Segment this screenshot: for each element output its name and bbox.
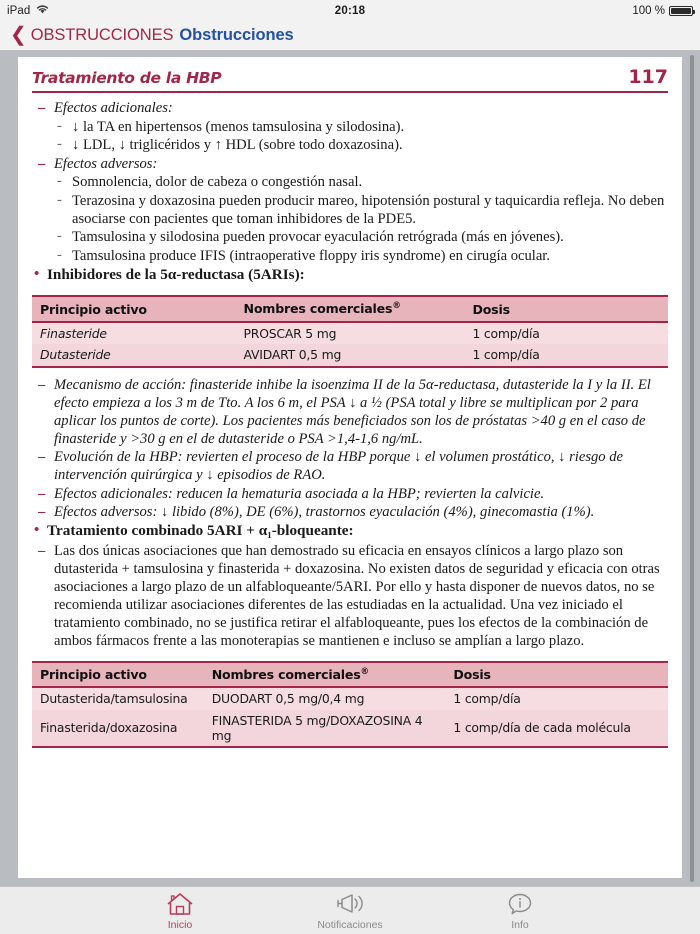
tab-notificaciones[interactable] [298,891,402,931]
list-item: – Las dos únicas asociaciones que han demostrado su eficacia en ensayos clínicos a largo plazo son dutasterida + tamsulosina y finasterida + doxazosina. No existen datos de seguridad y eficacia con otras asociaciones a largo plazo de un alfabloqueante/5ARI. Por ello y hasta disponer de nuevos datos, no se recomienda utilizar asociaciones diferentes de las estudiadas en la actualidad. Una vez iniciado el tratamiento combinado, no se justifica retirar el alfabloqueante, pues los efectos de la combinación de ambos fármacos frente a las monoterapias se mantienen e incluso se amplían a largo plazo. [32,542,668,650]
table-5ari [32,295,668,367]
page-header [32,66,668,93]
cell-principio: Dutasterida/tamsulosina [32,687,204,709]
column-header-dosis: Dosis [445,662,668,688]
list-item [32,376,668,448]
column-header-nombres: Nombres comerciales® [204,662,446,688]
navigation-bar [0,21,700,51]
vertical-scrollbar[interactable] [690,55,694,882]
cell-nombre: FINASTERIDA 5 mg/DOXAZOSINA 4 mg [204,710,446,748]
table-header-row [32,296,668,322]
heading-inhibidores-5ari: • Inhibidores de la 5α-reductasa (5ARIs): [32,266,668,285]
cell-dosis: 1 comp/día de cada molécula [445,710,668,748]
cell-principio: Dutasteride [32,344,236,366]
mecanismo-text: Mecanismo de acción: finasteride inhibe la isoenzima II de la 5α-reductasa, dutasteride la I y la II. El efecto empieza a los 3 m de Tto. A los 6 m, el PSA ↓ a ½ (PSA total y libre se multiplican por 2 para aplicar los puntos de corte). Los pacientes más beneficiados son los de próstatas >40 g en el caso de finasteride y >30 g en el de dutasteride o PSA >1,4-1,6 ng/mL. [54,376,651,447]
tab-label: Inicio [167,918,193,931]
list-item: - Somnolencia, dolor de cabeza o congestión nasal. [32,173,668,191]
chevron-left-icon: ❮ [10,23,27,46]
list-efectos-alfabloqueantes [32,99,668,284]
table-header-row [32,662,668,688]
list-item: - Terazosina y doxazosina pueden producir mareo, hipotensión postural y taquicardia refleja. No deben asociarse con pacientes que toman inhibidores de la PDE5. [32,192,668,228]
list-item: - ↓ LDL, ↓ triglicéridos y ↑ HDL (sobre todo doxazosina). [32,136,668,154]
efectos-adicionales-label: Efectos adicionales: [54,100,173,116]
efectos-adversos-5ari-text: Efectos adversos: ↓ libido (8%), DE (6%), trastornos eyaculación (4%), ginecomastia (1%). [54,504,595,521]
table-row [32,710,668,748]
back-button[interactable] [10,23,174,46]
page-content [32,99,668,748]
battery-full-icon [669,6,693,16]
carrier-label: iPad [7,4,31,17]
table-row [32,344,668,366]
list-item [32,448,668,484]
cell-dosis: 1 comp/día [464,322,668,344]
table-row [32,687,668,709]
list-5ari-detalles [32,376,668,650]
tab-info[interactable] [468,891,572,931]
table-combinado [32,661,668,749]
clock-label: 20:18 [334,4,366,17]
bottom-tab-bar [0,886,700,934]
list-item [32,99,668,117]
column-header-nombres: Nombres comerciales® [236,296,465,322]
info-bubble-icon [506,891,534,917]
page-heading: Tratamiento de la HBP [32,69,222,87]
home-icon [165,891,195,917]
column-header-principio: Principio activo [32,296,236,322]
list-item [32,503,668,521]
efectos-adversos-label: Efectos adversos: [54,155,158,172]
cell-nombre: AVIDART 0,5 mg [236,344,465,366]
cell-principio: Finasteride [32,322,236,344]
evolucion-text: Evolución de la HBP: revierten el proceso de la HBP porque ↓ el volumen prostático, ↓ riesgo de intervención quirúrgica y ↓ episodios de RAO. [54,449,624,484]
list-item: - Tamsulosina produce IFIS (intraoperative floppy iris syndrome) en cirugía ocular. [32,247,668,265]
efectos-adicionales-5ari-text: Efectos adicionales: reducen la hematuria asociada a la HBP; revierten la calvicie. [54,485,545,502]
page-title: Obstrucciones [179,26,294,44]
megaphone-icon [334,891,366,917]
page-number: 117 [628,66,668,88]
cell-dosis: 1 comp/día [464,344,668,366]
cell-nombre: DUODART 0,5 mg/0,4 mg [204,687,446,709]
tab-inicio[interactable] [128,891,232,931]
table-row [32,322,668,344]
list-item [32,155,668,173]
back-button-label: OBSTRUCCIONES [30,26,174,44]
battery-percent-label: 100 % [632,4,665,17]
list-item [32,485,668,503]
cell-dosis: 1 comp/día [445,687,668,709]
status-bar [0,0,700,21]
document-page [18,57,682,878]
document-scroll-area[interactable] [0,51,700,886]
cell-principio: Finasterida/doxazosina [32,710,204,748]
tab-label: Info [511,918,529,931]
heading-tratamiento-combinado: • Tratamiento combinado 5ARI + α₁-bloqueante: [32,522,668,541]
list-item: - ↓ la TA en hipertensos (menos tamsulosina y silodosina). [32,118,668,136]
column-header-principio: Principio activo [32,662,204,688]
column-header-dosis: Dosis [464,296,668,322]
cell-nombre: PROSCAR 5 mg [236,322,465,344]
tab-label: Notificaciones [317,918,383,931]
status-bar-right [632,5,693,17]
list-item: - Tamsulosina y silodosina pueden provocar eyaculación retrógrada (más en jóvenes). [32,228,668,246]
